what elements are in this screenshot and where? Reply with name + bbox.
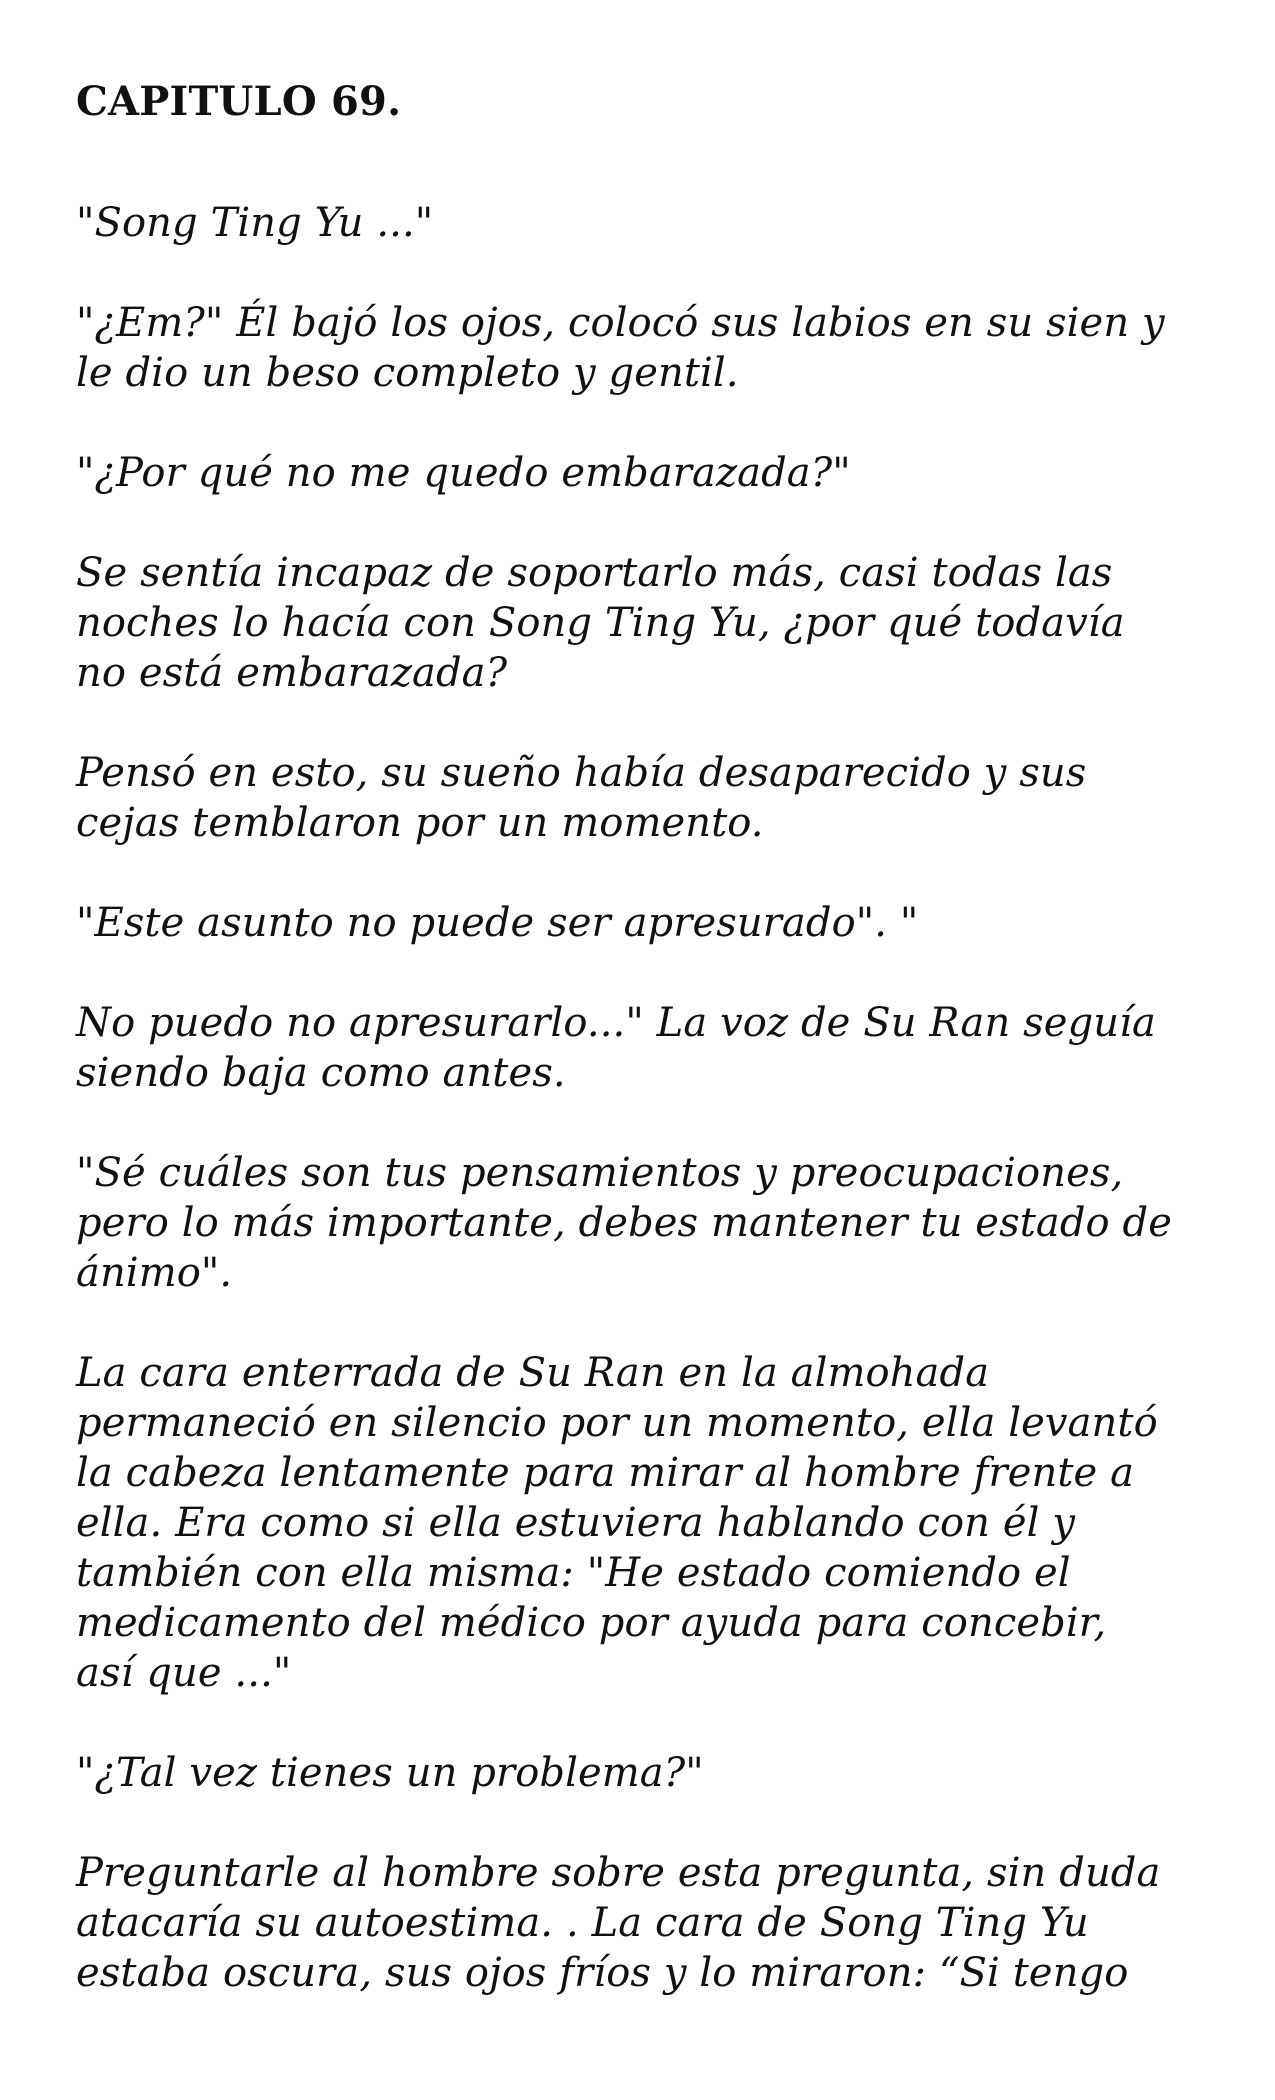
chapter-title: CAPITULO 69. bbox=[76, 78, 402, 125]
paragraph-7: No puedo no apresurarlo..." La voz de Su Ran seguía siendo baja como antes. bbox=[76, 1000, 1156, 1096]
paragraph-10: "¿Tal vez tienes un problema?" bbox=[76, 1750, 704, 1796]
paragraph-3: "¿Por qué no me quedo embarazada?" bbox=[76, 450, 851, 496]
paragraph-5: Pensó en esto, su sueño había desaparecido y sus cejas temblaron por un momento. bbox=[76, 750, 1087, 846]
paragraph-8: "Sé cuáles son tus pensamientos y preocupaciones, pero lo más importante, debes mantener tu estado de ánimo". bbox=[76, 1150, 1172, 1296]
paragraph-2: "¿Em?" Él bajó los ojos, colocó sus labios en su sien y le dio un beso completo y gentil. bbox=[76, 300, 1165, 396]
paragraph-11: Preguntarle al hombre sobre esta pregunta, sin duda atacaría su autoestima. . La cara de Song Ting Yu estaba oscura, sus ojos fríos y lo miraron: “Si tengo bbox=[76, 1850, 1161, 1996]
paragraph-9: La cara enterrada de Su Ran en la almohada permaneció en silencio por un momento, ella levantó la cabeza lentamente para mirar al hombre frente a ella. Era como si ella estuviera hablando con él y también con ella misma: "He estado comiendo el medicamento del médico por ayuda para concebir, así que ..." bbox=[76, 1350, 1158, 1696]
paragraph-6: "Este asunto no puede ser apresurado". " bbox=[76, 900, 919, 946]
paragraph-4: Se sentía incapaz de soportarlo más, casi todas las noches lo hacía con Song Ting Yu, ¿por qué todavía no está embarazada? bbox=[76, 550, 1125, 696]
paragraph-1: "Song Ting Yu ..." bbox=[76, 200, 434, 246]
